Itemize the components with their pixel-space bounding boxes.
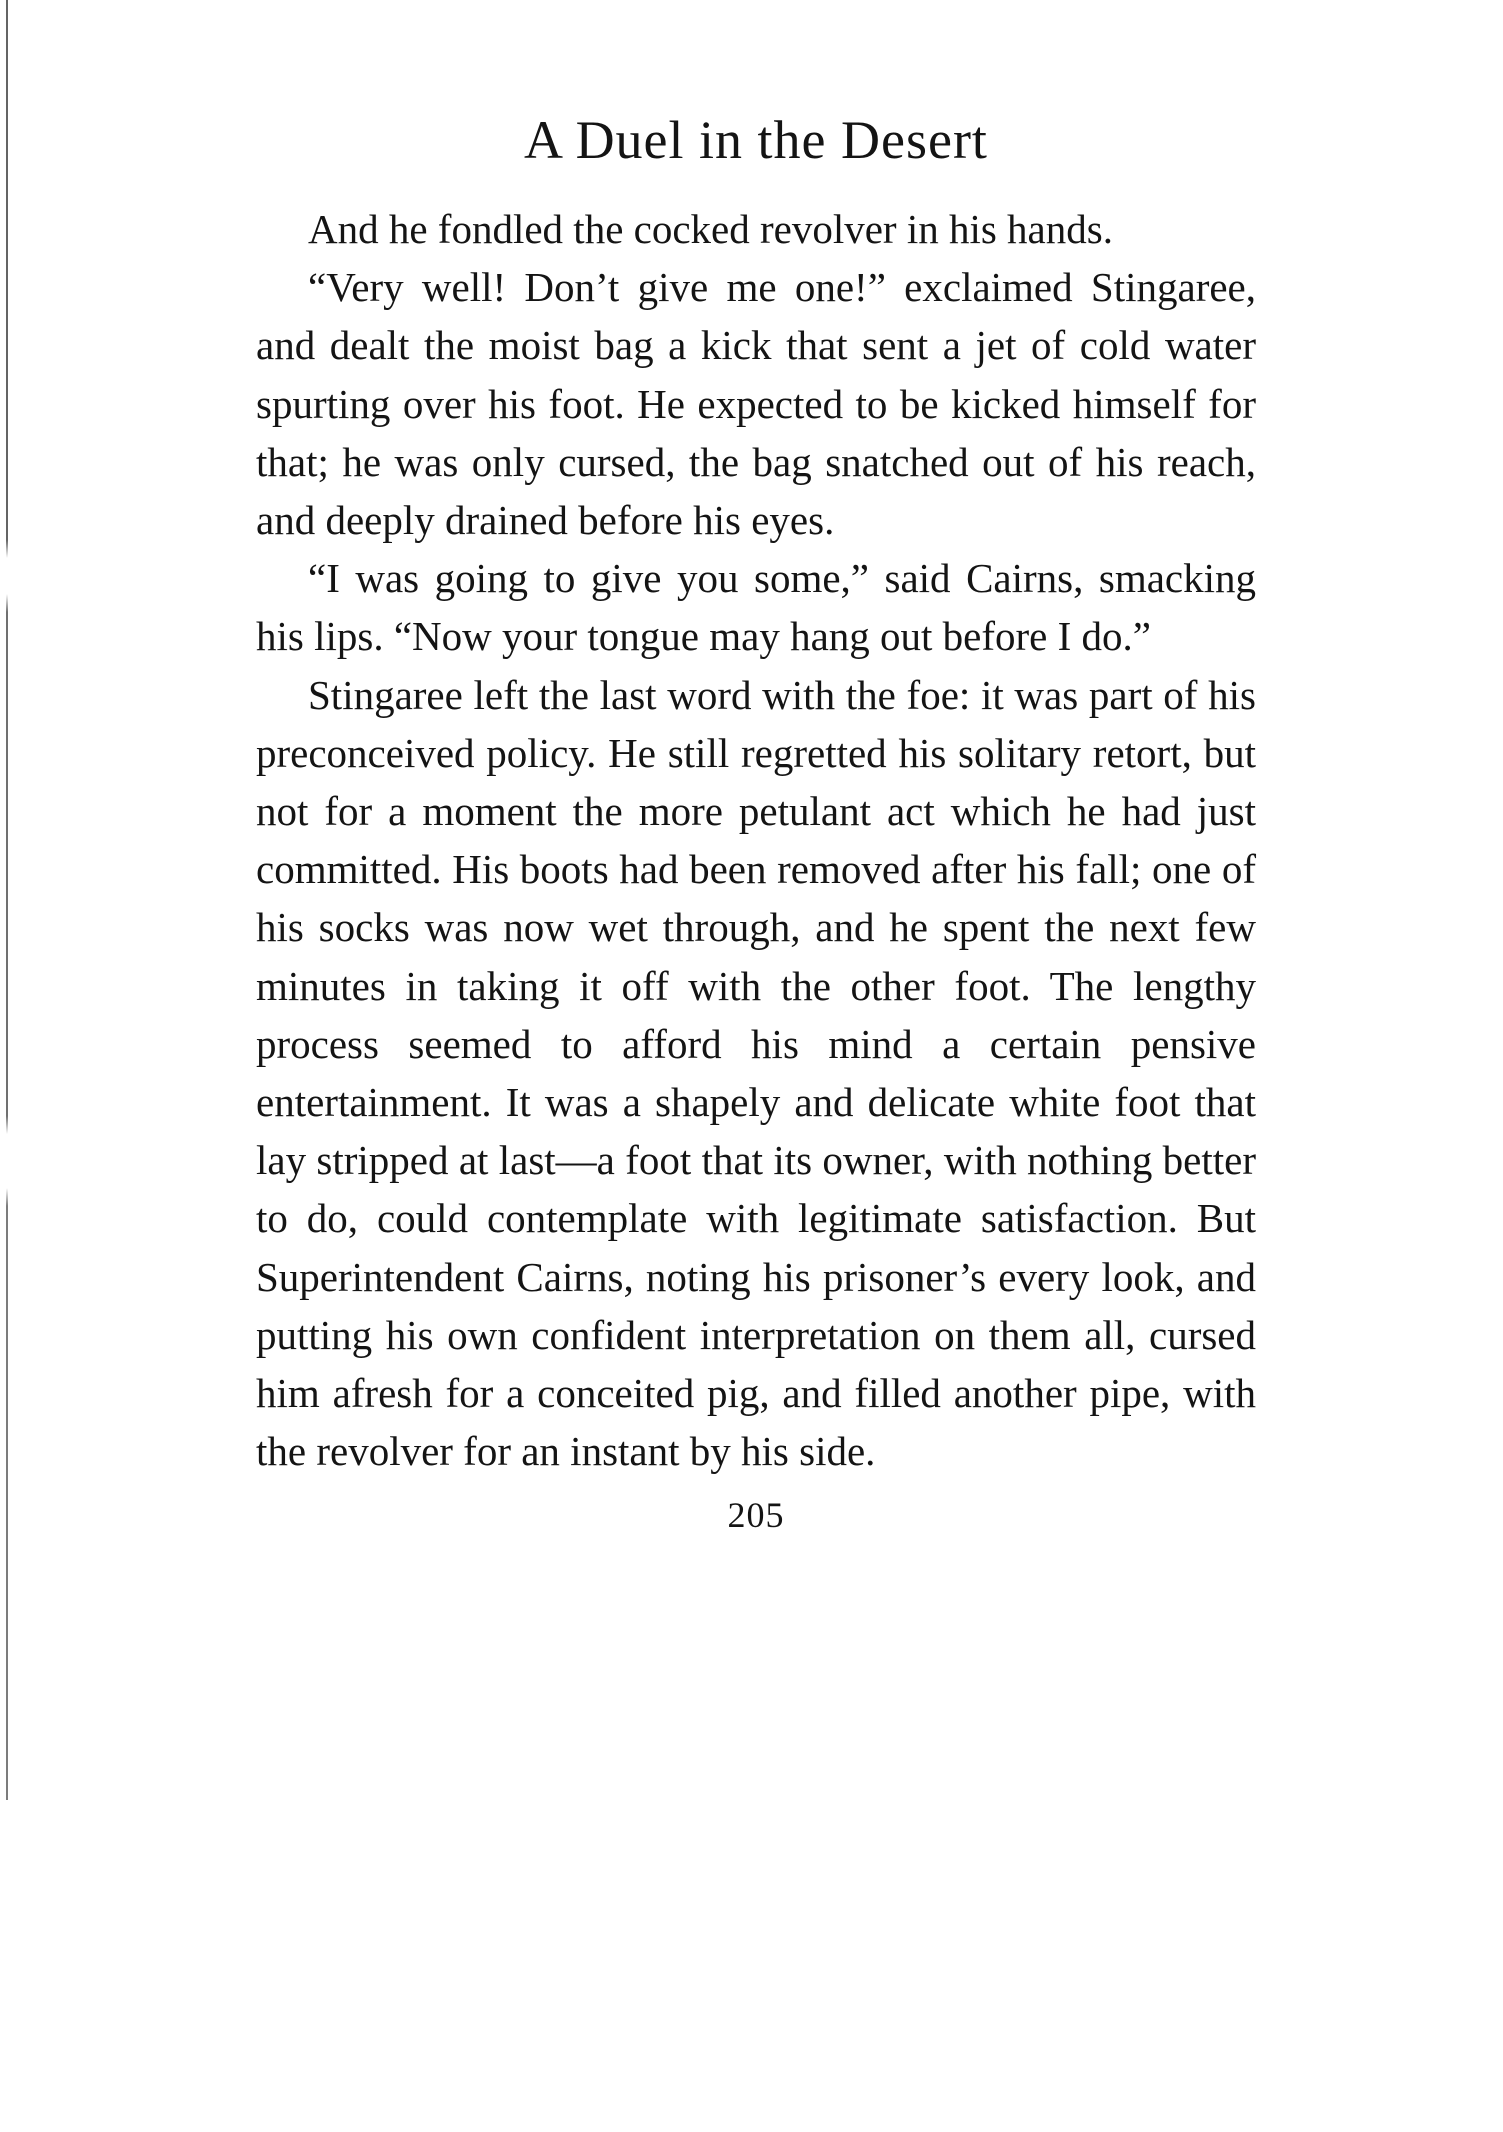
paragraph: “I was going to give you some,” said Cairns, smacking his lips. “Now your tongue may hang out before I do.” bbox=[256, 555, 1256, 660]
paragraph: And he fondled the cocked revolver in his hands. bbox=[308, 206, 1113, 252]
body-text bbox=[256, 200, 1256, 1480]
scan-edge-artifact bbox=[6, 0, 8, 1800]
running-head: A Duel in the Desert bbox=[524, 110, 988, 170]
book-page bbox=[256, 100, 1256, 1536]
paragraph: “Very well! Don’t give me one!” exclaimed Stingaree, and dealt the moist bag a kick that sent a jet of cold water spurting over his foot. He expected to be kicked himself for that; he was only cursed, the bag snatched out of his reach, and deeply drained before his eyes. bbox=[256, 264, 1256, 544]
page-number: 205 bbox=[727, 1495, 785, 1536]
paragraph: Stingaree left the last word with the foe: it was part of his preconceived policy. He still regretted his solitary retort, but not for a moment the more petulant act which he had just committed. His boots had been removed after his fall; one of his socks was now wet through, and he spent the next few minutes in taking it off with the other foot. The lengthy process seemed to afford his mind a certain pensive entertainment. It was a shapely and delicate white foot that lay stripped at last—a foot that its owner, with nothing better to do, could contemplate with legitimate satisfaction. But Superintendent Cairns, noting his prisoner’s every look, and putting his own confident interpretation on them all, cursed him afresh for a conceited pig, and filled another pipe, with the revolver for an instant by his side. bbox=[256, 671, 1256, 1475]
